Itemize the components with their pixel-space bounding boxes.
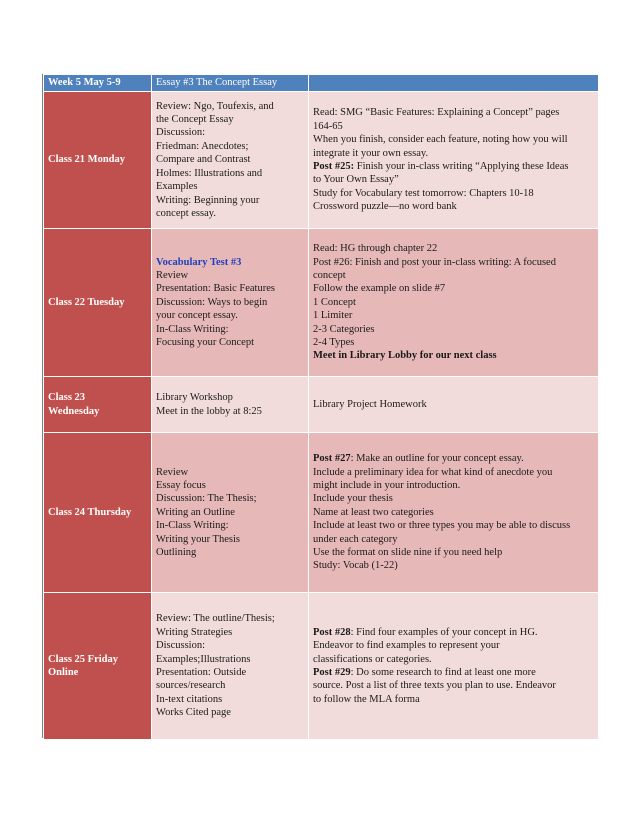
assignment-line: Post #29: Do some research to find at least one more (313, 667, 536, 678)
assignment-line: Use the format on slide nine if you need help (313, 547, 503, 559)
topics-cell (152, 229, 309, 377)
topic-line: Review (156, 466, 189, 478)
assignment-cell (309, 433, 599, 593)
topic-line: Examples;Illustrations (156, 653, 251, 665)
topic-line: Review: The outline/Thesis; (156, 613, 275, 625)
assignment-line: 2-3 Categories (313, 323, 375, 335)
topic-line: Presentation: Basic Features (156, 283, 275, 295)
assignment-line: Endeavor to find examples to represent your (313, 640, 500, 652)
assignment-line: source. Post a list of three texts you plan to use. Endeavor (313, 680, 556, 692)
vocab-test-label: Vocabulary Test #3 (156, 256, 242, 268)
table-row (44, 377, 599, 433)
topic-line: In-Class Writing: (156, 520, 229, 532)
assignment-line: Crossword puzzle—no word bank (313, 201, 457, 213)
assignment-line: to Your Own Essay” (313, 174, 399, 186)
topic-line: Meet in the lobby at 8:25 (156, 405, 262, 417)
schedule-table (43, 74, 599, 740)
assignment-line: Post #26: Finish and post your in-class writing: A focused (313, 256, 556, 268)
assignment-line: concept (313, 269, 346, 281)
assignment-line: Include your thesis (313, 493, 393, 505)
assignment-line: under each category (313, 533, 398, 545)
table-row (44, 92, 599, 229)
topic-line: In-text citations (156, 693, 223, 705)
topic-line: Holmes: Illustrations and (156, 167, 263, 179)
assignment-line: Post #27: Make an outline for your concept essay. (313, 453, 524, 465)
topic-line: Focusing your Concept (156, 337, 254, 349)
topic-line: Presentation: Outside (156, 667, 247, 678)
topic-line: Friedman: Anecdotes; (156, 140, 249, 152)
topic-line: Writing an Outline (156, 506, 235, 518)
assignment-line: Post #25: Finish your in-class writing “Applying these Ideas (313, 161, 569, 172)
class-label: Class 22 Tuesday (44, 229, 152, 377)
table-row (44, 593, 599, 740)
assignment-line: 1 Concept (313, 296, 356, 308)
assignment-line: Read: SMG “Basic Features: Explaining a Concept” pages (313, 107, 560, 119)
assignment-line: Study for Vocabulary test tomorrow: Chapters 10-18 (313, 187, 534, 199)
header-empty (309, 75, 599, 92)
assignment-line: Include a preliminary idea for what kind of anecdote you (313, 466, 553, 478)
post-label: Post #25: (313, 161, 355, 172)
assignment-line: Include at least two or three types you may be able to discuss (313, 520, 571, 532)
topic-line: concept essay. (156, 207, 216, 219)
assignment-line: 2-4 Types (313, 337, 355, 349)
post-label: Post #28 (313, 626, 351, 638)
header-essay: Essay #3 The Concept Essay (152, 75, 309, 92)
topic-line: Writing: Beginning your (156, 194, 260, 206)
table-header-row (44, 75, 599, 92)
topics-cell (152, 433, 309, 593)
topic-line: Discussion: The Thesis; (156, 493, 257, 505)
assignment-line: 164-65 (313, 120, 343, 132)
topic-line: Library Workshop (156, 392, 233, 404)
post-label: Post #27 (313, 453, 351, 465)
topic-line: Compare and Contrast (156, 154, 251, 166)
topics-cell (152, 593, 309, 740)
assignment-line: Library Project Homework (313, 398, 427, 410)
topics-cell (152, 377, 309, 433)
table-row (44, 433, 599, 593)
topic-line: Works Cited page (156, 707, 231, 719)
assignment-line: Study: Vocab (1-22) (313, 560, 398, 572)
topic-line: In-Class Writing: (156, 323, 229, 335)
topic-line: Writing Strategies (156, 626, 233, 638)
assignment-cell (309, 229, 599, 377)
class-label: Class 23 Wednesday (44, 377, 152, 433)
class-label: Class 21 Monday (44, 92, 152, 229)
library-notice: Meet in Library Lobby for our next class (313, 350, 497, 362)
class-label: Class 25 Friday Online (44, 593, 152, 740)
topic-line: Discussion: Ways to begin (156, 296, 268, 308)
topic-line: Discussion: (156, 127, 206, 139)
assignment-line: Read: HG through chapter 22 (313, 243, 438, 255)
topic-line: Discussion: (156, 640, 206, 652)
assignment-cell (309, 92, 599, 229)
assignment-line: Post #28: Find four examples of your concept in HG. (313, 626, 538, 638)
assignment-line: integrate it your own essay. (313, 147, 429, 159)
topic-line: Outlining (156, 547, 197, 559)
topic-line: sources/research (156, 680, 226, 692)
topics-cell (152, 92, 309, 229)
table-row (44, 229, 599, 377)
class-label: Class 24 Thursday (44, 433, 152, 593)
assignment-line: classifications or categories. (313, 653, 432, 665)
assignment-line: Follow the example on slide #7 (313, 283, 446, 295)
assignment-cell (309, 593, 599, 740)
assignment-cell (309, 377, 599, 433)
topic-line: your concept essay. (156, 310, 238, 322)
assignment-line: 1 Limiter (313, 310, 353, 322)
assignment-line: When you finish, consider each feature, noting how you will (313, 134, 568, 146)
schedule-table-wrapper (43, 74, 598, 740)
post-label: Post #29 (313, 667, 351, 678)
assignment-line: might include in your introduction. (313, 479, 461, 491)
topic-line: Examples (156, 181, 198, 193)
topic-line: Writing your Thesis (156, 533, 240, 545)
assignment-line: to follow the MLA forma (313, 693, 420, 705)
assignment-line: Name at least two categories (313, 506, 434, 518)
topic-line: Essay focus (156, 479, 206, 491)
topic-line: the Concept Essay (156, 114, 234, 126)
header-week: Week 5 May 5-9 (44, 75, 152, 92)
topic-line: Review (156, 269, 189, 281)
topic-line: Review: Ngo, Toufexis, and (156, 100, 274, 112)
